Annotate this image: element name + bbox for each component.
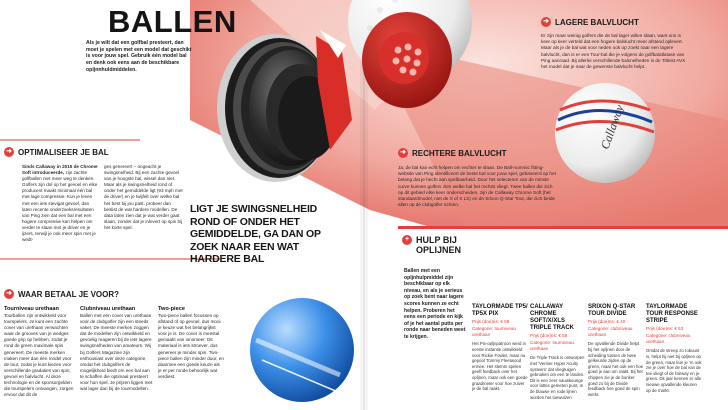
svg-text:Callaway: Callaway — [597, 102, 627, 152]
pull-quote: LIGT JE SWINGSNELHEID ROND OF ONDER HET GEMIDDELDE, GA DAN OP ZOEK NAAR EEN WAT HARDERE BAL — [190, 203, 321, 266]
waar-col-club — [80, 306, 154, 392]
optimaliseer-lead: Sinds Callaway in 2015 de Chrome Soft introduceerde, — [22, 164, 98, 176]
product-desc: Omdat de streep zo robuust is, helpt hij niet bij opljnen op de green, maar kun je 'm ook zie je over hoe de bal van de tee vliegt of de fairway en je green. Dit jaar kennen er alle nieuwe opvallende kleuren op de markt. — [646, 348, 702, 393]
lager-text: Er zijn maar weinig golfers die de bal lager willen slaan, want ons is keer op keer verteld dat een hogere balvlucht meer afstand oplevert. Maar als je de bal wat voor neden ook op zoekt naar een lagere balvlucht, dan is er een Tour-bal die je volgens de golfbalatlatase van Ping aanraad. Bij allerlei verschillende balsnelheden is de Titleist AVX het model dat je naar de gewenste balvlucht helpt. — [541, 33, 686, 70]
section-waar-heading: ➜ WAAR BETAAL JE VOOR? — [4, 289, 119, 299]
arrow-right-icon: ➜ — [4, 147, 14, 157]
waar-col-tour — [4, 306, 76, 398]
product-category: Categorie: tourniveau urethaan — [530, 339, 574, 351]
page-title: BALLEN — [108, 4, 237, 39]
product-card — [646, 302, 702, 393]
section-lager-heading: ➜ LAGERE BALVLUCHT — [541, 17, 639, 27]
product-name: CALLAWAY CHROME SOFT/X/XLS TRIPLE TRACK — [530, 304, 574, 331]
hulp-bar — [398, 226, 728, 229]
product-price: Prijs (doe)ns: € 58 — [472, 319, 510, 324]
optimaliseer-col2: ges genereert – ongeacht je swingsnelheid. Bij een zachte gevoel van je hoogste bal, wissel dan niet. Maar als je swingsnelheid rond of onder het gemiddelde ligt (93 mph met de driver) en je twijfelt over welke bal het best bij jou past, probeer dan beslist de wat hardere modellen. De data laten zien dat je wat verder gaat slaan, zonder dat je inlevert op spin bij het korte spel. — [104, 164, 183, 230]
product-name: TAYLORMADE TOUR RESPONSE STRIPE — [646, 304, 698, 324]
waar-col-text: Two-piece ballen focussen op afstand of op gevoel, dus mooi je keuze wat het belangrijkst voor je is. De cover is meestal gemaakt van ionomeer. Dit materiaal is iets stroever, dus genereer je minder spin. Two-piece ballen zijn minder duur, en daarmee een goede keuze als je er per ronde behoorlijk wat verdiest. — [158, 313, 224, 379]
waar-col-title: Two-piece — [158, 306, 185, 312]
product-row — [470, 302, 728, 410]
hulp-text: Ballen met een opljnhulpmiddel zijn beschikbaar op elk niveau, en als je serieus op zoek bent naar lagere scores kunnen ze echt helpen. Proberen het eens een periode en kijk of je het aantal putts per ronde naar beneden weet te krijgen. — [404, 268, 466, 340]
product-name: TAYLORMADE TP5/ TP5X PIX — [472, 304, 528, 317]
product-name: SRIXON Q-STAR TOUR DIVIDE — [588, 304, 636, 317]
waar-col-title: Clubniveau urethaan — [80, 306, 136, 312]
waar-col-text: Tourballen zijn ontwikkeld voor tourspelers. Je kunt een zachte cover van urethaan verwachten waar de grooves van je wedges goede grip op hebben, zodat je rond de green maximale spin genereert. De meeste merken maken meer dan één model voor de tour, zodat je kunt kiezen voor verschillende gradaties van spin, gevoel en balvlucht. Al deze technologie en de sponsorgelden die tourspelers ontvangen, zorgen ervoor dat dit de — [4, 313, 74, 398]
product-card — [472, 302, 528, 392]
intro-text: Als je wilt dat een golfbal presteert, dan moet je spelen met een model dat geschikt is voor jouw spel. Gebruik één model bal en denk ook eens aan de beschikbare opljnnhuldmiddelen. — [86, 40, 192, 73]
arrow-right-icon: ➜ — [4, 289, 14, 299]
arrow-right-icon: ➜ — [398, 148, 408, 158]
plus-icon: + — [402, 235, 412, 245]
waar-col-title: Tourniveau urethaan — [4, 306, 59, 312]
arrow-right-icon: ➜ — [541, 17, 551, 27]
product-card — [530, 302, 586, 400]
section-optimaliseer-heading: ➜ OPTIMALISEER JE BAL — [4, 147, 109, 157]
product-price: Prijs (doe)ns: € 53 — [646, 326, 684, 331]
optimaliseer-col1 — [22, 164, 100, 243]
product-desc: Het Pix-opljnpatroon werd in eerste instantie ontwikkeld voor Rickie Fowler, maar nu gepoot Tommy Fleetwood ermee. Het stemm spelen geeft feedback over het opljnen, maar ook een goede graadmeter voor hoe zuiver je de bal raakt. — [472, 341, 528, 392]
rechter-text: Ja, de bal kan echt helpen om rechter te slaan. De Ball-nummic fitting-website van Ping identificeert de beste bal voor jouw spel, gebaseerd op het belang dat je hecht aan spelbaarheid. Door het selecteren van de minste curve kunnen golfers zien welke bal het rechtst vliegt. Twee ballen die zich op dit gebied elke keer onderscheiden, zijn de Callaway Chrome Soft (het standaardmodel, niet de X of X LS) en de Srixon Q-Star Tour, die zich beide allen op de clubgolfer richten. — [398, 165, 556, 208]
section-hulp-heading: + HULP BIJ OPLIJNEN — [402, 235, 462, 255]
waar-col-twopiece — [158, 306, 224, 380]
product-category: Categorie: tourniveau urethaan — [472, 325, 516, 337]
optimaliseer-col1-text: zijn zachte golfballen niet meer weg te denken. Golfers zijn dol op het gevoel en elke producent maakt minimaal één bal met lage compressie. Kun je leven met een iets stevigat gevoel, dan laten recente onderzoeksresultaten van Ping zien dat een bal met een hogere compressie kan helpen om verder te slaan met je driver en je ijzers, terwijl je ook meer spin met je wedt- — [22, 170, 98, 243]
product-price: Prijs (doe)ns: € 58 — [530, 333, 568, 338]
product-card — [588, 302, 644, 397]
section-rechter-heading: ➜ RECHTERE BALVLUCHT — [398, 148, 507, 158]
product-desc: De Triple Track is ontworpen met 'Vernier Hyper Acuity systeem' dat vliegtuigen gebruiken om een te landen. Dit is een zeer nauwkeurige voor lattes gemeten punt, m de blauwe en rode lijnen worden het toewuizen — [530, 355, 585, 400]
product-price: Prijs (doe)ns: € 40 — [588, 319, 626, 324]
product-category: Categorie: clubniveau urethaan — [646, 332, 691, 344]
product-desc: De opvallende Divide helpt bij het opljnen door de scheiding tussen de twee gelkeurde zijden op de green, maar het ook een hoe goed je aan om raakt. Bij het chippen zie je de bunker goed zo bij de Divide feedback hoe goed de spin werkt. — [588, 341, 644, 397]
product-category: Categorie: clubniveau urethaan — [588, 325, 633, 337]
waar-col-text: Ballen met een cover van urethaan voor de clubgolfer zijn een steeds vaker. De meeste merken zoggen dat de modellen zijn ontwikkeld en gevoelig reageren bij de iets lagere swingsnelheden van amateurs. Wij bij Golfers Magazine zijn enthousiast over deze categorie, omdat het clubgolfers de mogelijkheid biedt om een bal aan te schaffen die optimaal presteert voor hun spel. Je prijzen liggen met wat lager dan bij de tourmodellen. — [80, 313, 153, 392]
